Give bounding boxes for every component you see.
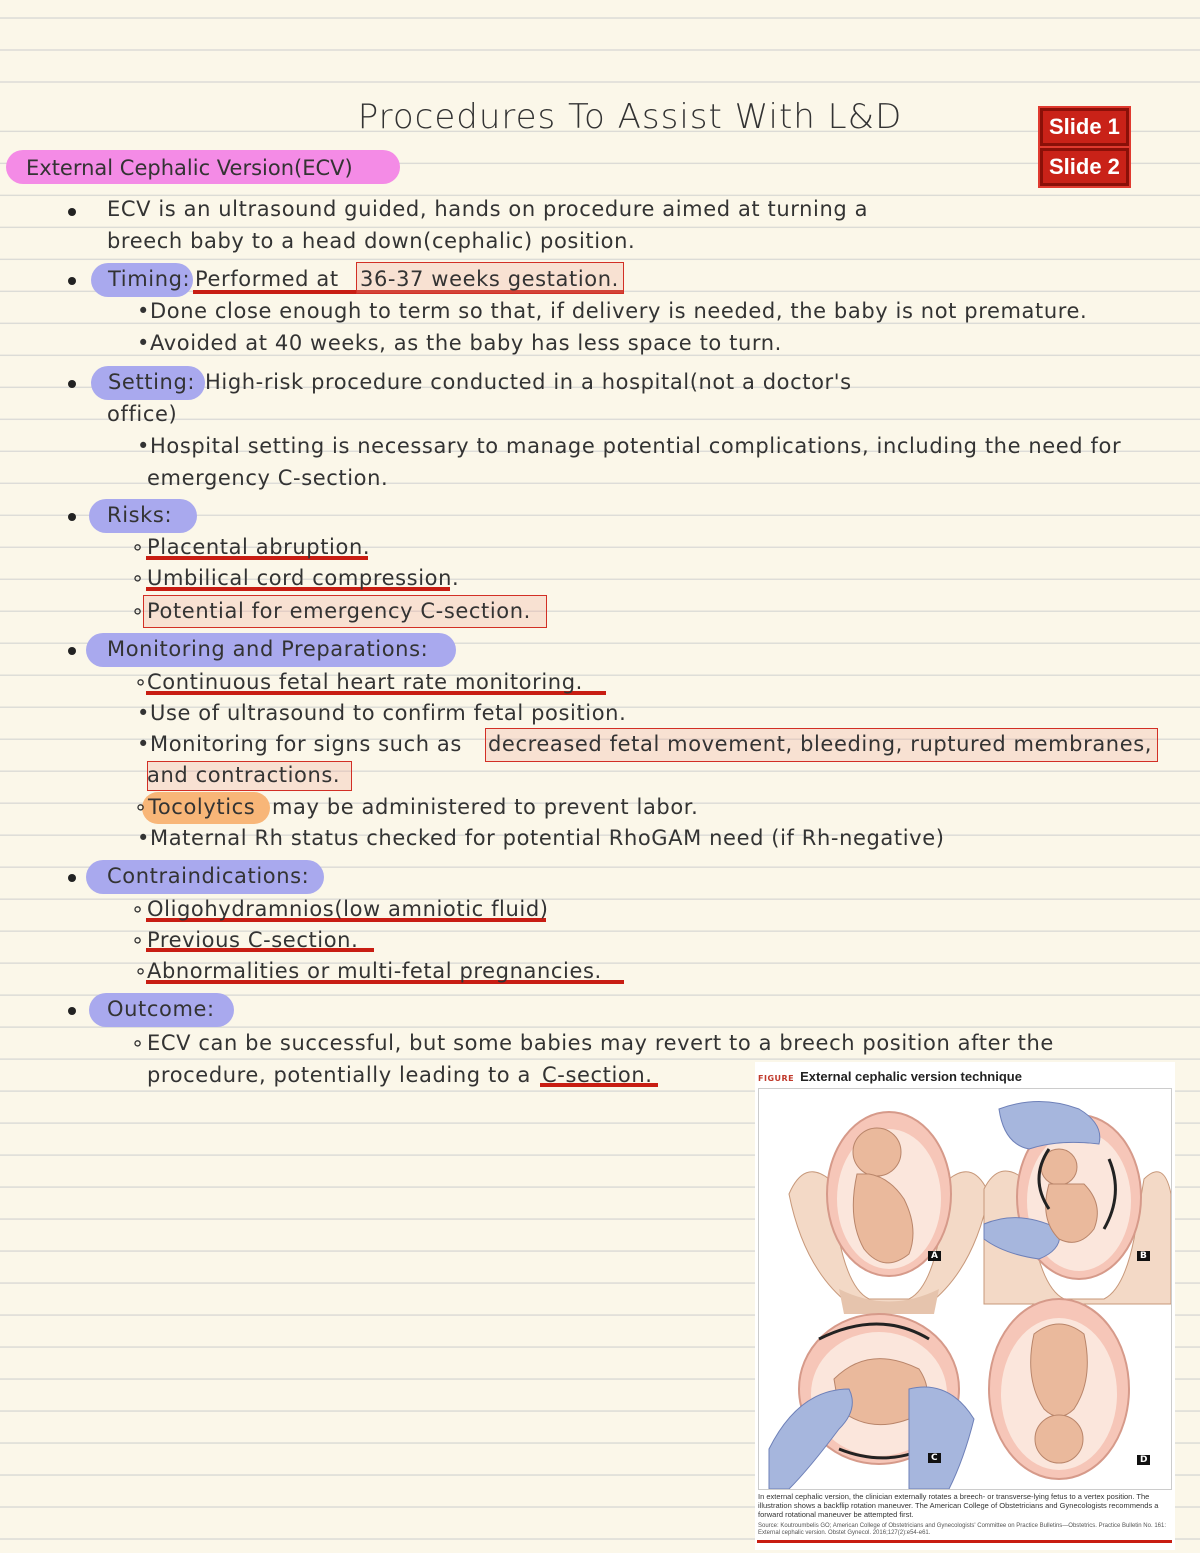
panel-a-illustration [789, 1112, 989, 1314]
bullet [68, 277, 76, 285]
contraindication-item: Previous C-section. [147, 928, 359, 952]
monitoring-item-5: •Maternal Rh status checked for potential RhoGAM need (if Rh-negative) [137, 826, 945, 850]
figure-caption: In external cephalic version, the clinician externally rotates a breech- or transverse-lying fetus to a vertex position. The illustration shows a backflip rotation maneuver. The American College of Obstetricians and Gynecologists recommends a forward rotational maneuver be attempted first. [758, 1492, 1159, 1519]
panel-c-illustration [769, 1314, 974, 1489]
panel-label: A [928, 1251, 941, 1261]
risks-label: Risks: [107, 503, 173, 527]
tocolytics-term: Tocolytics [148, 795, 256, 819]
outcome-line-2: procedure, potentially leading to a [147, 1063, 531, 1087]
setting-sub-2: emergency C-section. [147, 466, 389, 490]
panel-label: B [1137, 1251, 1150, 1261]
panel-d-illustration [989, 1299, 1129, 1479]
panel-label: C [928, 1453, 941, 1463]
risk-item: Umbilical cord compression. [147, 566, 460, 590]
bullet-dot: ∘ [131, 1031, 145, 1055]
bullet-dot: ∘ [134, 795, 148, 819]
bullet [68, 647, 76, 655]
monitoring-item-1: Continuous fetal heart rate monitoring. [147, 670, 583, 694]
ecv-illustration [759, 1089, 1171, 1489]
panel-b-illustration [984, 1102, 1171, 1305]
outcome-line-1: ECV can be successful, but some babies may revert to a breech position after the [147, 1031, 1054, 1055]
monitoring-label: Monitoring and Preparations: [107, 637, 429, 661]
section-title: External Cephalic Version(ECV) [6, 150, 400, 184]
monitoring-item-3: •Monitoring for signs such as [137, 732, 462, 756]
figure-label: FIGURE [758, 1074, 795, 1083]
contraindication-item: Oligohydramnios(low amniotic fluid) [147, 897, 549, 921]
risk-dot: ∘ [131, 535, 145, 559]
setting-label: Setting: [108, 370, 196, 394]
bullet [68, 1007, 76, 1015]
timing-text: Performed at [195, 267, 339, 291]
timing-sub-2: •Avoided at 40 weeks, as the baby has less space to turn. [137, 331, 782, 355]
slide-2-button[interactable]: Slide 2 [1040, 148, 1129, 186]
page-title: Procedures To Assist With L&D [357, 97, 903, 137]
monitoring-item-2: •Use of ultrasound to confirm fetal position. [137, 701, 627, 725]
bullet [68, 208, 76, 216]
bullet [68, 513, 76, 521]
figure-title: External cephalic version technique [800, 1069, 1022, 1084]
setting-line-2: office) [107, 402, 178, 426]
ecv-figure [755, 1062, 1175, 1550]
timing-weeks: 36-37 weeks gestation. [360, 267, 619, 291]
slide-1-button[interactable]: Slide 1 [1040, 108, 1129, 146]
figure-underline [757, 1540, 1172, 1543]
panel-label: D [1137, 1455, 1150, 1465]
outcome-csection: C-section. [542, 1063, 653, 1087]
outcome-label: Outcome: [107, 997, 215, 1021]
intro-line-1: ECV is an ultrasound guided, hands on procedure aimed at turning a [107, 197, 869, 221]
contraindication-item: Abnormalities or multi-fetal pregnancies. [147, 959, 602, 983]
bullet [68, 380, 76, 388]
monitoring-signs: decreased fetal movement, bleeding, ruptured membranes, [488, 732, 1153, 756]
risk-item: Potential for emergency C-section. [147, 599, 531, 623]
monitoring-signs-cont: and contractions. [147, 763, 341, 787]
bullet-dot: ∘ [134, 670, 148, 694]
monitoring-item-4: may be administered to prevent labor. [272, 795, 699, 819]
bullet [68, 874, 76, 882]
risk-dot: ∘ [131, 599, 145, 623]
timing-sub-1: •Done close enough to term so that, if delivery is needed, the baby is not premature. [137, 299, 1088, 323]
figure-source: Source: Koutroumbelis GO; American College of Obstetricians and Gynecologists' Committee on Practice Bulletins—Obstetrics. Practice Bulletin No. 161: External cephalic version. Obstet Gynecol. 2016;127(2):e54-e61. [758, 1523, 1166, 1536]
figure-heading [758, 1066, 1022, 1085]
contraindications-label: Contraindications: [107, 864, 310, 888]
risk-dot: ∘ [131, 566, 145, 590]
illustration-frame [758, 1088, 1172, 1490]
bullet-dot: ∘ [134, 959, 148, 983]
risk-item: Placental abruption. [147, 535, 371, 559]
timing-label: Timing: [108, 267, 191, 291]
setting-line-1: High-risk procedure conducted in a hospital(not a doctor's [205, 370, 852, 394]
setting-sub-1: •Hospital setting is necessary to manage potential complications, including the need for [137, 434, 1122, 458]
bullet-dot: ∘ [131, 928, 145, 952]
intro-line-2: breech baby to a head down(cephalic) position. [107, 229, 636, 253]
bullet-dot: ∘ [131, 897, 145, 921]
